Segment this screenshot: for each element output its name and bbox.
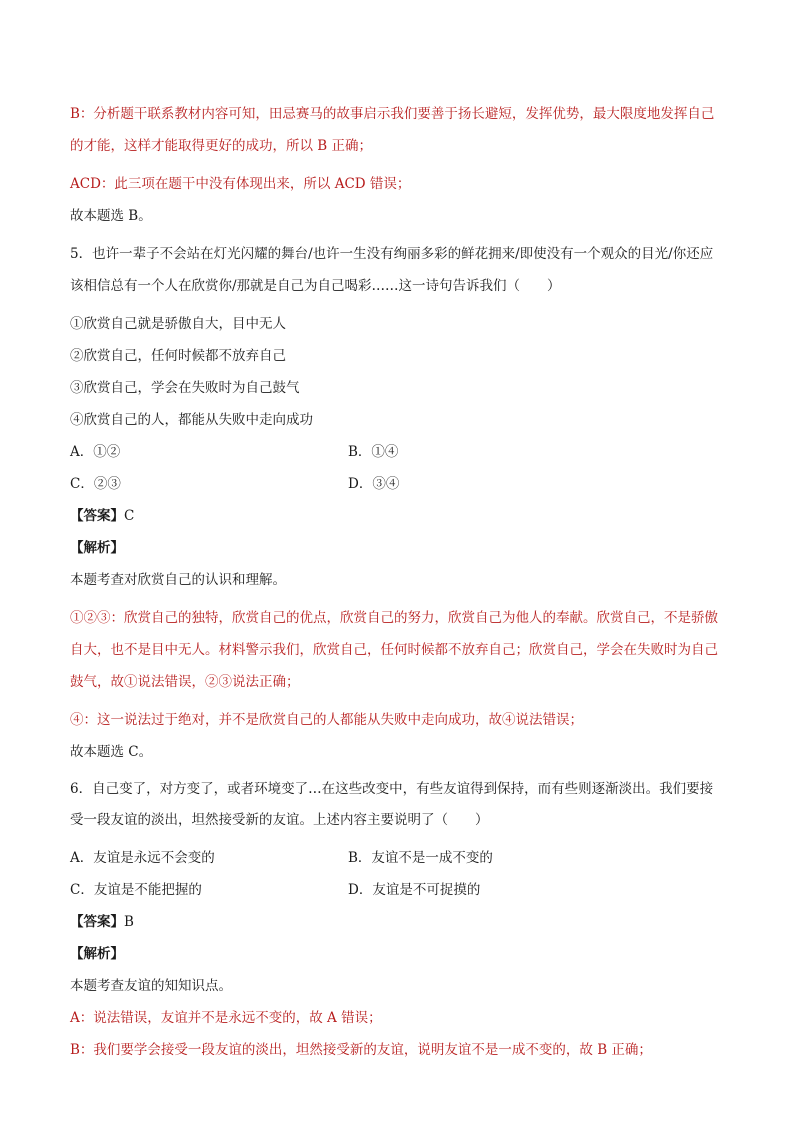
q5-answer: [70, 506, 726, 526]
document-page: [70, 98, 726, 1072]
q6-stem: 6．自己变了，对方变了，或者环境变了…在这些改变中，有些友谊得到保持，而有些则逐渐淡出。我们要接受一段友谊的淡出，坦然接受新的友谊。上述内容主要说明了（ ）: [70, 781, 714, 828]
q6-analysis-intro: 本题考查友谊的知知识点。: [70, 978, 232, 994]
q5-item-3: ③欣赏自己，学会在失败时为自己鼓气: [70, 380, 300, 396]
q6-analysis-b: B：我们要学会接受一段友谊的淡出，坦然接受新的友谊，说明友谊不是一成不变的，故 B 正确；: [70, 1042, 652, 1058]
q5-answer-label: 【答案】: [70, 508, 124, 524]
q5-analysis-4: ④：这一说法过于绝对，并不是欣赏自己的人都能从失败中走向成功，故④说法错误；: [70, 712, 583, 728]
q6-analysis-a: A：说法错误，友谊并不是永远不变的，故 A 错误；: [70, 1010, 382, 1026]
q4-analysis-acd: ACD：此三项在题干中没有体现出来，所以 ACD 错误；: [70, 176, 411, 192]
q6-answer: [70, 912, 726, 932]
q5-option-a: A．①②: [70, 444, 121, 460]
q5-analysis-123: ①②③：欣赏自己的独特，欣赏自己的优点，欣赏自己的努力，欣赏自己为他人的奉献。欣赏自己，不是骄傲自大，也不是目中无人。材料警示我们，欣赏自己，任何时候都不放弃自己；欣赏自己，学会在失败时为自己鼓气，故①说法错误，②③说法正确；: [70, 610, 718, 690]
q5-item-4: ④欣赏自己的人，都能从失败中走向成功: [70, 412, 313, 428]
q5-analysis-label: 【解析】: [70, 540, 124, 556]
q4-analysis-b: B：分析题干联系教材内容可知，田忌赛马的故事启示我们要善于扬长避短，发挥优势，最大限度地发挥自己的才能，这样才能取得更好的成功，所以 B 正确；: [70, 106, 715, 154]
q5-item-2: ②欣赏自己，任何时候都不放弃自己: [70, 348, 286, 364]
q5-analysis-heading: [70, 538, 726, 558]
q5-analysis-intro: 本题考查对欣赏自己的认识和理解。: [70, 572, 286, 588]
q5-conclusion: 故本题选 C。: [70, 744, 153, 760]
q5-option-b: B．①④: [348, 444, 399, 460]
q5-options-row-1: [70, 442, 726, 462]
q6-analysis-label: 【解析】: [70, 946, 124, 962]
q6-option-c: C．友谊是不能把握的: [70, 882, 202, 898]
q5-option-c: C．②③: [70, 476, 121, 492]
q5-answer-value: C: [124, 508, 135, 524]
q5-item-1: ①欣赏自己就是骄傲自大，目中无人: [70, 316, 286, 332]
q6-option-a: A．友谊是永远不会变的: [70, 850, 215, 866]
q6-answer-label: 【答案】: [70, 914, 124, 930]
q5-option-d: D．③④: [348, 476, 400, 492]
q6-options-row-2: [70, 880, 726, 900]
q5-stem: 5．也许一辈子不会站在灯光闪耀的舞台/也许一生没有绚丽多彩的鲜花拥来/即使没有一个观众的目光/你还应该相信总有一个人在欣赏你/那就是自己为自己喝彩……这一诗句告诉我们（ ）: [70, 246, 714, 294]
q6-analysis-heading: [70, 944, 726, 964]
q6-answer-value: B: [124, 914, 134, 930]
q5-options-row-2: [70, 474, 726, 494]
q6-options-row-1: [70, 848, 726, 868]
q6-option-b: B．友谊不是一成不变的: [348, 850, 493, 866]
q4-conclusion: 故本题选 B。: [70, 208, 152, 224]
q6-option-d: D．友谊是不可捉摸的: [348, 882, 481, 898]
